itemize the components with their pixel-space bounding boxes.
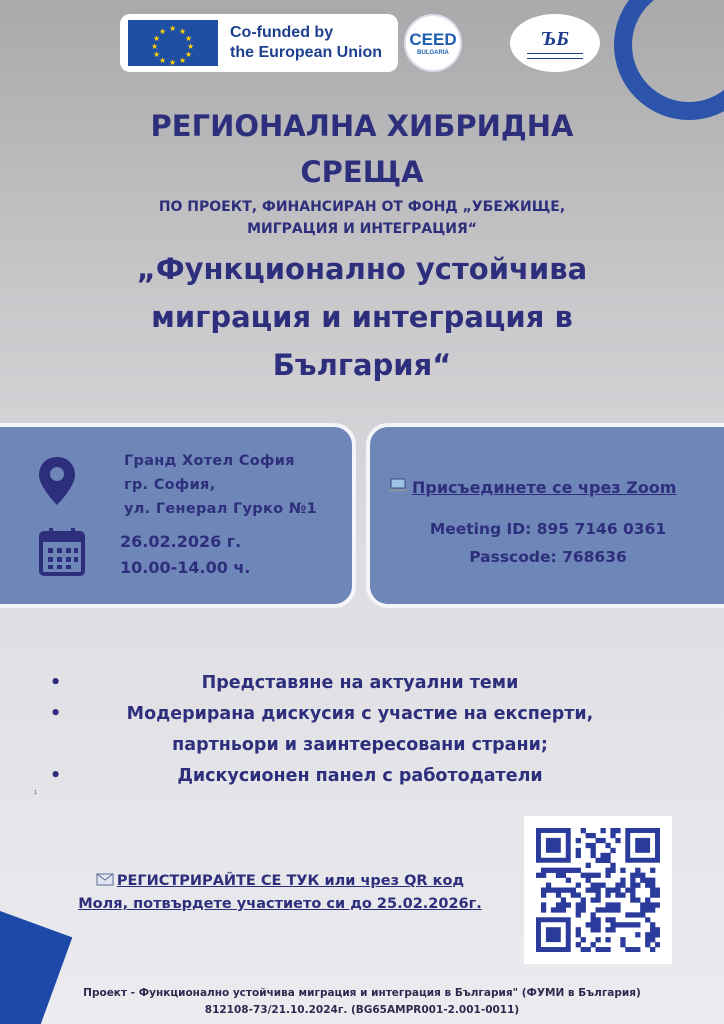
agenda-item-text: Модерирана дискусия с участие на експерти,: [126, 704, 594, 724]
bullet-mark: •: [50, 766, 62, 786]
meeting-id: Meeting ID: 895 7146 0361: [429, 520, 667, 538]
funding-subtitle-line1: ПО ПРОЕКТ, ФИНАНСИРАН ОТ ФОНД „УБЕЖИЩЕ,: [158, 199, 566, 215]
agenda-item-text: Дискусионен панел с работодатели: [177, 766, 543, 786]
qr-code-image: [536, 828, 660, 952]
zoom-join-label: Присъединете се чрез Zoom: [412, 478, 677, 497]
venue-street: ул. Генерал Гурко №1: [124, 501, 317, 517]
ceed-logo-subtext: BULGARIA: [417, 50, 449, 56]
envelope-icon: [96, 873, 114, 886]
eu-flag-icon: ★ ★ ★ ★ ★ ★ ★ ★ ★ ★ ★ ★: [128, 20, 218, 66]
footer-contract-line: 812108-73/21.10.2024г. (BG65AMPR001-2.001-0011): [204, 1004, 520, 1016]
agenda-item: [40, 668, 680, 699]
footer: [20, 985, 704, 1019]
logo-bar: [0, 14, 724, 74]
event-title-line2: СРЕЩА: [300, 155, 424, 189]
venue-address: [124, 449, 317, 521]
project-title: [60, 245, 664, 389]
calendar-icon: [38, 527, 86, 577]
venue-name: Гранд Хотел София: [124, 453, 295, 469]
agenda-item-text: партньори и заинтересовани страни;: [172, 735, 548, 755]
eu-text-line1: Co-funded by: [230, 24, 334, 41]
agenda-item-continuation: [40, 730, 680, 761]
footer-project-line: Проект - Функционално устойчива миграция и интеграция в България" (ФУМИ в България): [83, 987, 641, 999]
agenda-item-text: Представяне на актуални теми: [201, 673, 519, 693]
meeting-passcode: Passcode: 768636: [469, 548, 627, 566]
venue-city: гр. София,: [124, 477, 216, 493]
zoom-join-link[interactable]: [388, 477, 676, 497]
registration-block: [20, 870, 540, 916]
stray-mark: 1: [34, 790, 38, 796]
agenda-item: [40, 761, 680, 792]
zoom-credentials: [370, 515, 724, 571]
project-title-line2: миграция и интеграция в: [151, 300, 573, 334]
venue-panel: [0, 423, 356, 608]
register-deadline[interactable]: Моля, потвърдете участието си до 25.02.2026г.: [78, 896, 482, 912]
event-date-time: [120, 529, 251, 581]
eu-logo: [120, 14, 398, 72]
project-title-line1: „Функционално устойчива: [136, 252, 588, 286]
funding-subtitle: [100, 196, 624, 240]
ceed-logo: [404, 14, 462, 72]
event-time: 10.00-14.00 ч.: [120, 558, 251, 577]
register-link[interactable]: [20, 870, 540, 893]
eu-text-line2: the European Union: [230, 44, 382, 61]
partner-org-mark: ЪБ: [541, 27, 569, 50]
location-pin-icon: [37, 455, 77, 507]
agenda-list: [40, 668, 680, 792]
bullet-mark: •: [50, 704, 62, 724]
qr-code[interactable]: [524, 816, 672, 964]
partner-org-logo: [510, 14, 600, 72]
agenda-item: [40, 699, 680, 730]
eu-logo-text: [230, 23, 382, 63]
bullet-mark: •: [50, 673, 62, 693]
project-title-line3: България“: [272, 348, 452, 382]
event-date: 26.02.2026 г.: [120, 532, 242, 551]
laptop-icon: [388, 477, 408, 497]
register-link-label: РЕГИСТРИРАЙТЕ СЕ ТУК или чрез QR код: [116, 873, 465, 889]
ceed-logo-text: CEED: [409, 30, 457, 49]
funding-subtitle-line2: МИГРАЦИЯ И ИНТЕГРАЦИЯ“: [247, 221, 477, 237]
partner-org-lines: [527, 53, 583, 59]
online-panel: [366, 423, 724, 608]
event-title: [60, 103, 664, 195]
event-title-line1: РЕГИОНАЛНА ХИБРИДНА: [150, 109, 574, 143]
